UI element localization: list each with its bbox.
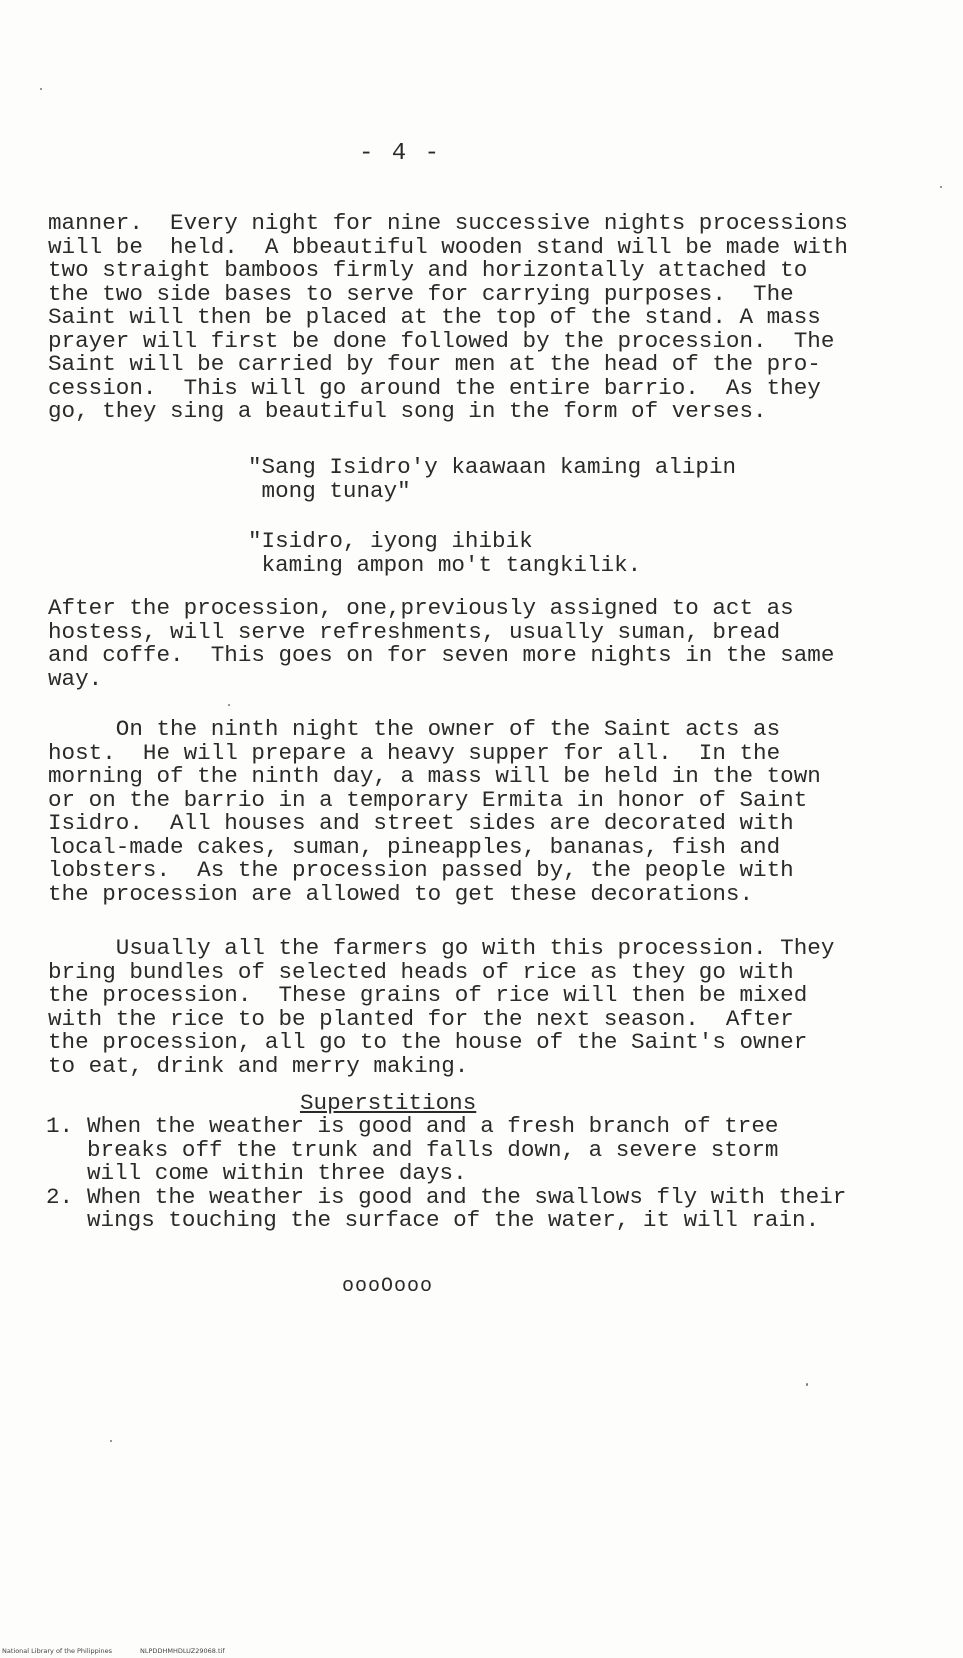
- text-line: manner. Every night for nine successive nights processions: [48, 210, 848, 236]
- list-item: [46, 1115, 846, 1186]
- scan-speck: [40, 88, 42, 90]
- footer-file-code: NLPDDHMHDLUZ29068.tif: [140, 1647, 225, 1655]
- text-line: cession. This will go around the entire barrio. As they: [48, 374, 821, 401]
- paragraph-ninth-night: [48, 718, 821, 906]
- text-line: hostess, will serve refreshments, usually suman, bread: [48, 618, 781, 645]
- list-item-line: wings touching the surface of the water, it will rain.: [87, 1207, 820, 1233]
- text-line: Saint will then be placed at the top of the stand. A mass: [48, 304, 821, 330]
- text-line: the procession, all go to the house of the Saint's owner: [48, 1029, 808, 1055]
- text-line: local-made cakes, suman, pineapples, bananas, fish and: [48, 833, 781, 860]
- text-line: the two side bases to serve for carrying purposes. The: [48, 280, 794, 307]
- text-line: lobsters. As the procession passed by, the people with: [48, 857, 794, 883]
- scan-speck: [110, 1440, 112, 1442]
- scan-footer: [2, 1647, 225, 1655]
- text-line: After the procession, one,previously assigned to act as: [48, 595, 794, 621]
- text-line: or on the barrio in a temporary Ermita in honor of Saint: [48, 786, 808, 813]
- text-line: will be held. A bbeautiful wooden stand will be made with: [48, 233, 848, 260]
- text-line: bring bundles of selected heads of rice as they go with: [48, 958, 794, 985]
- verse-one: [248, 456, 736, 503]
- text-line: morning of the ninth day, a mass will be held in the town: [48, 763, 821, 789]
- list-item: [46, 1183, 847, 1233]
- text-line: Usually all the farmers go with this procession. They: [48, 935, 835, 961]
- superstitions-list: [46, 1115, 846, 1233]
- list-item-line: will come within three days.: [87, 1160, 467, 1186]
- paragraph-procession: [48, 212, 848, 424]
- list-item-line: When the weather is good and the swallows fly with their: [87, 1183, 847, 1210]
- text-line: Saint will be carried by four men at the head of the pro-: [48, 351, 821, 377]
- paragraph-refreshments: [48, 597, 834, 691]
- list-item-number: 2.: [46, 1183, 74, 1210]
- text-line: Isidro. All houses and street sides are decorated with: [48, 810, 794, 836]
- end-mark: oooOooo: [342, 1275, 434, 1298]
- footer-library: National Library of the Philippines: [2, 1647, 113, 1655]
- page-number: - 4 -: [358, 140, 441, 167]
- scan-speck: [228, 704, 230, 706]
- text-line: the procession are allowed to get these decorations.: [48, 880, 754, 907]
- text-line: way.: [48, 665, 103, 692]
- scan-speck: [940, 186, 942, 188]
- list-item-line: breaks off the trunk and falls down, a severe storm: [87, 1136, 779, 1163]
- superstitions-heading: Superstitions: [300, 1090, 477, 1116]
- text-line: On the ninth night the owner of the Saint acts as: [48, 716, 781, 742]
- verse-line: "Sang Isidro'y kaawaan kaming alipin: [248, 454, 737, 480]
- list-item-number: 1.: [46, 1113, 74, 1139]
- paragraph-farmers: [48, 937, 834, 1078]
- verse-line: kaming ampon mo't tangkilik.: [248, 551, 642, 578]
- text-line: and coffe. This goes on for seven more nights in the same: [48, 642, 835, 668]
- list-item-line: When the weather is good and a fresh branch of tree: [87, 1113, 779, 1139]
- verse-two: [248, 530, 641, 577]
- text-line: host. He will prepare a heavy supper for all. In the: [48, 739, 781, 766]
- verse-line: "Isidro, iyong ihibik: [248, 528, 533, 554]
- text-line: go, they sing a beautiful song in the form of verses.: [48, 398, 767, 424]
- text-line: with the rice to be planted for the next season. After: [48, 1005, 794, 1032]
- text-line: two straight bamboos firmly and horizontally attached to: [48, 257, 808, 283]
- text-line: prayer will first be done followed by the procession. The: [48, 327, 835, 354]
- text-line: the procession. These grains of rice will then be mixed: [48, 982, 808, 1008]
- text-line: to eat, drink and merry making.: [48, 1052, 469, 1079]
- verse-line: mong tunay": [248, 477, 411, 504]
- scan-speck: [806, 1383, 808, 1386]
